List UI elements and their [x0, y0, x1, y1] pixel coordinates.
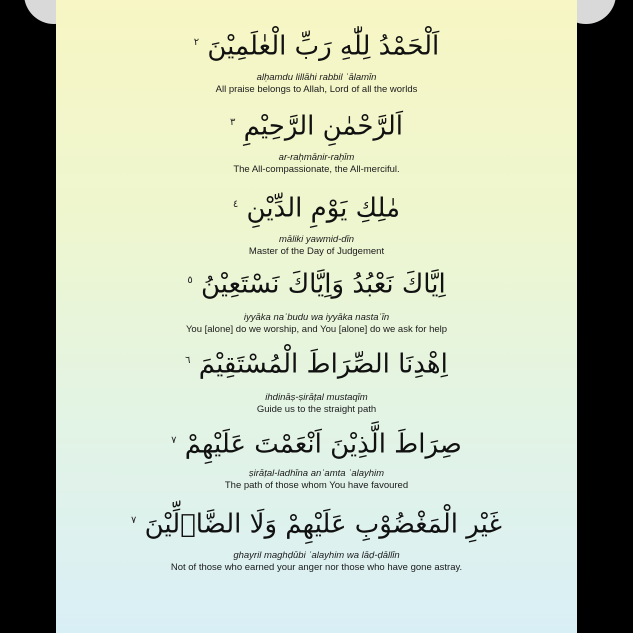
transliteration: ṣirāṭal-ladhīna anʿamta ʿalayhim — [248, 467, 385, 479]
verse-number-marker: ٧ — [171, 435, 177, 446]
verse-3 — [56, 106, 577, 176]
verse-7a — [56, 424, 577, 492]
verse-7b — [56, 504, 577, 574]
verse-number-marker: ٦ — [185, 355, 191, 366]
verse-number-marker: ٤ — [232, 199, 239, 210]
translation: Guide us to the straight path — [256, 403, 377, 415]
surah-fatiha-card — [56, 0, 577, 633]
translation: The path of those whom You have favoured — [224, 479, 409, 491]
transliteration: ihdināṣ-ṣirāṭal mustaqīm — [265, 391, 368, 403]
verse-6 — [56, 344, 577, 416]
arabic-text: صِرَاطَ الَّذِيْنَ اَنْعَمْتَ عَلَيْهِمْ $^٧$ — [171, 429, 462, 460]
arabic-text: اَلْحَمْدُ لِلّٰهِ رَبِّ الْعٰلَمِيْنَ $^٢$ — [193, 31, 440, 62]
arabic-text: غَيْرِ الْمَغْضُوْبِ عَلَيْهِمْ وَلَا الضَّاۤلِّيْنَ $^٧$ — [130, 509, 503, 540]
translation: Not of those who earned your anger nor those who have gone astray. — [170, 561, 463, 573]
verse-number-marker: ٥ — [187, 275, 193, 286]
transliteration: ghayril maghḍūbi ʿalayhim wa lāḍ-ḍāllīn — [233, 549, 400, 561]
transliteration: iyyāka naʿbudu wa iyyāka nastaʿīn — [243, 311, 390, 323]
verse-number-marker: ٢ — [193, 37, 200, 48]
translation: Master of the Day of Judgement — [248, 245, 385, 257]
transliteration: ar-raḥmānir-raḥīm — [278, 151, 355, 163]
verse-number-marker: ٧ — [130, 515, 137, 526]
verse-5 — [56, 264, 577, 336]
arabic-text: اِيَّاكَ نَعْبُدُ وَاِيَّاكَ نَسْتَعِيْنُ $^٥$ — [187, 269, 446, 300]
transliteration: alḥamdu lillāhi rabbil ʿālamīn — [256, 71, 377, 83]
transliteration: māliki yawmid-dīn — [279, 233, 354, 245]
verse-number-marker: ٣ — [229, 117, 236, 128]
translation: The All-compassionate, the All-merciful. — [233, 163, 400, 175]
arabic-text: اَلرَّحْمٰنِ الرَّحِيْمِ $^٣$ — [229, 111, 403, 142]
verse-4 — [56, 188, 577, 258]
verse-2 — [56, 26, 577, 96]
arabic-text: اِهْدِنَا الصِّرَاطَ الْمُسْتَقِيْمَ $^٦$ — [185, 349, 448, 380]
translation: You [alone] do we worship, and You [alone] do we ask for help — [185, 323, 448, 335]
translation: All praise belongs to Allah, Lord of all the worlds — [215, 83, 418, 95]
arabic-text: مٰلِكِ يَوْمِ الدِّيْنِ $^٤$ — [232, 193, 401, 224]
